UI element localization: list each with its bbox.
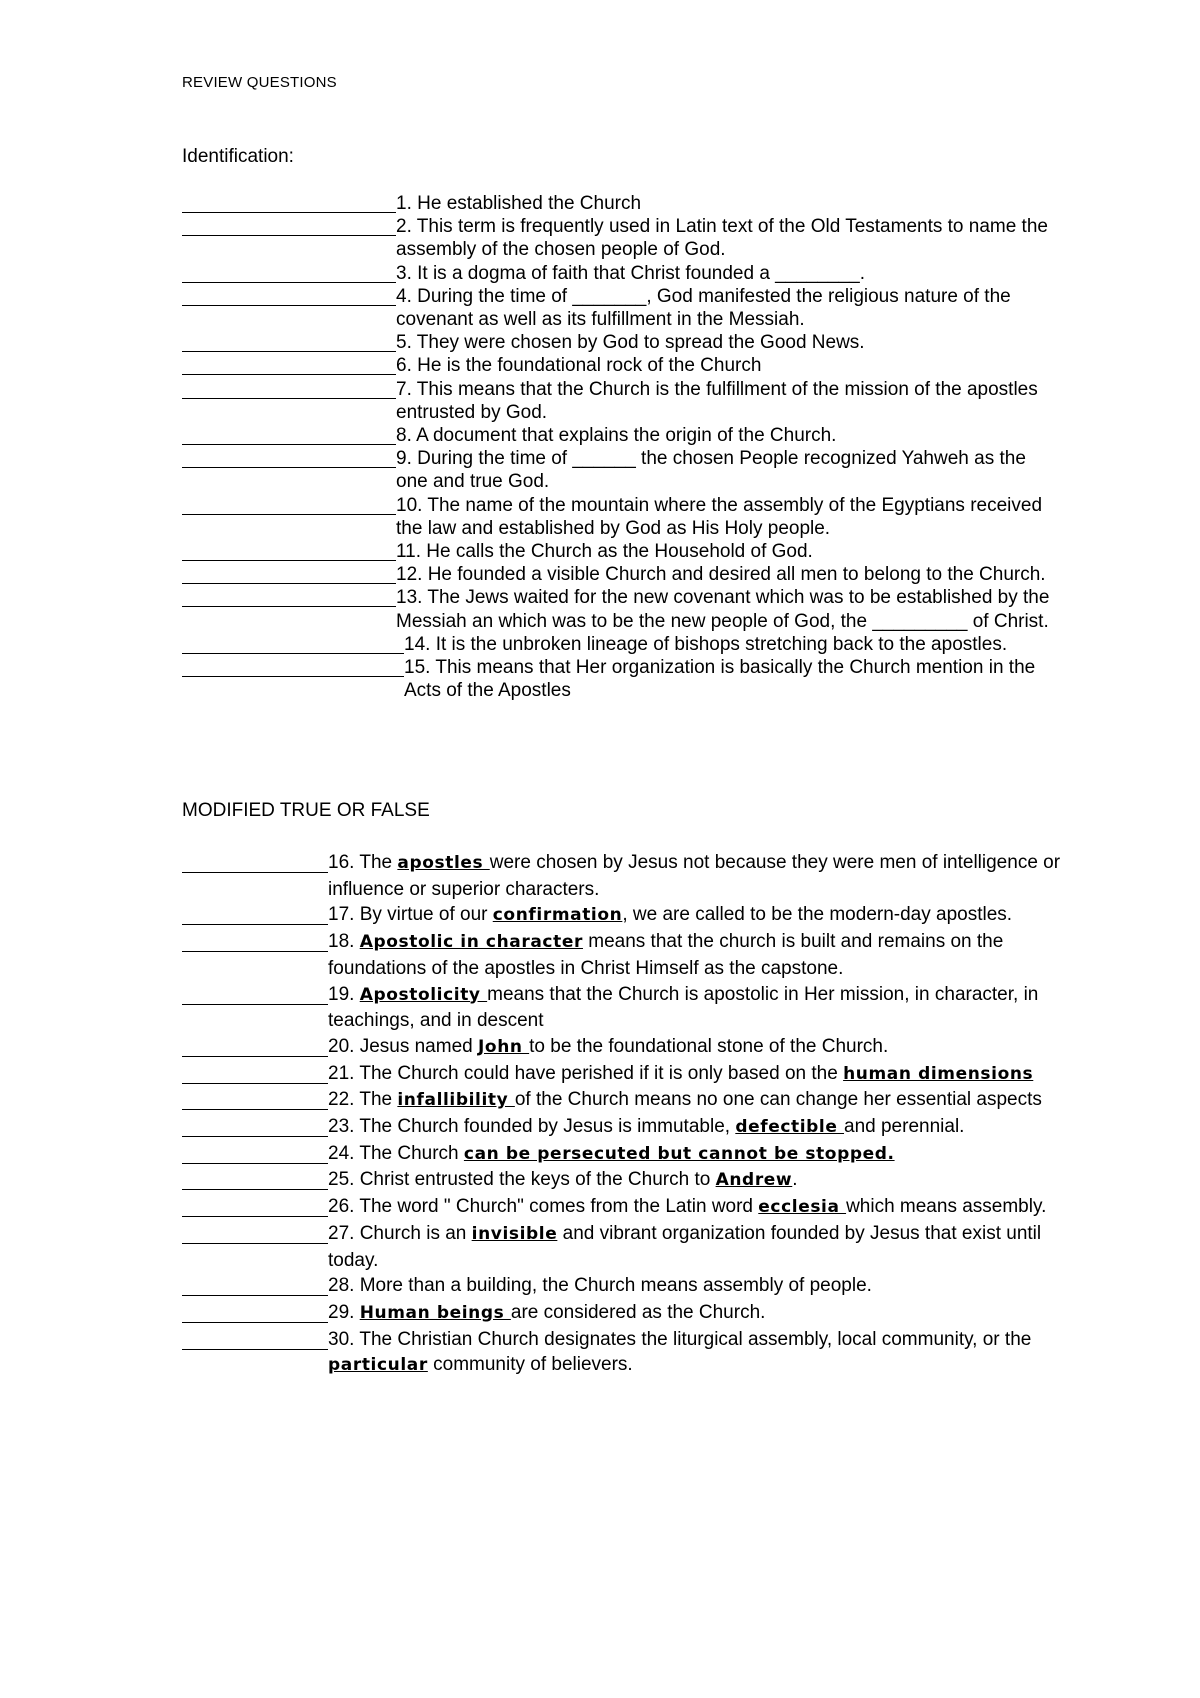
tf-item	[182, 1167, 1062, 1194]
answer-blank[interactable]	[182, 1221, 328, 1244]
question-text: 7. This means that the Church is the fulfillment of the mission of the apostles entrusted by God.	[396, 378, 1038, 423]
identification-item	[182, 285, 1062, 331]
answer-blank[interactable]	[182, 1167, 328, 1190]
answer-blank[interactable]	[182, 1114, 328, 1137]
answer-blank[interactable]	[182, 929, 328, 952]
answer-blank[interactable]	[182, 215, 396, 236]
identification-item	[182, 215, 1062, 261]
question-text: 24. The Church	[328, 1142, 464, 1164]
question-text: and perennial.	[844, 1116, 965, 1138]
tf-item	[182, 1194, 1062, 1221]
question-text: , we are called to be the modern-day apostles.	[622, 904, 1013, 926]
underlined-term: ecclesia	[758, 1197, 847, 1218]
identification-heading: Identification:	[182, 146, 294, 167]
question-text: were chosen by Jesus not because they were men of intelligence or influence or superior characters.	[328, 852, 1061, 900]
tf-item	[182, 1114, 1062, 1141]
question-text: 6. He is the foundational rock of the Church	[396, 355, 762, 377]
answer-blank[interactable]	[182, 1061, 328, 1084]
underlined-term: invisible	[471, 1223, 558, 1244]
identification-item	[182, 331, 1062, 354]
answer-blank[interactable]	[182, 1034, 328, 1057]
identification-item	[182, 656, 1062, 702]
question-text: 13. The Jews waited for the new covenant which was to be established by the Messiah an which was to be the new people of God, the _________ of Christ.	[396, 587, 1050, 632]
question-text: 22. The	[328, 1089, 398, 1111]
question-text: 17. By virtue of our	[328, 904, 493, 926]
answer-blank[interactable]	[182, 1273, 328, 1296]
question-text: 27. Church is an	[328, 1222, 472, 1244]
answer-blank[interactable]	[182, 586, 396, 607]
question-text: 14. It is the unbroken lineage of bishops stretching back to the apostles.	[404, 633, 1008, 655]
tf-item	[182, 1300, 1062, 1327]
question-text: 19.	[328, 983, 360, 1005]
identification-item	[182, 262, 1062, 285]
identification-item	[182, 494, 1062, 540]
question-text: are considered as the Church.	[510, 1301, 766, 1323]
identification-item	[182, 354, 1062, 377]
question-text: 12. He founded a visible Church and desired all men to belong to the Church.	[396, 564, 1046, 586]
modified-true-false-list	[182, 850, 1062, 1379]
answer-blank[interactable]	[182, 354, 396, 375]
question-text: 21. The Church could have perished if it is only based on the	[328, 1062, 844, 1084]
question-text: 18.	[328, 931, 360, 953]
underlined-term: Apostolicity	[359, 984, 488, 1005]
answer-blank[interactable]	[182, 850, 328, 873]
tf-item	[182, 929, 1062, 981]
tf-item	[182, 1141, 1062, 1168]
underlined-term: Andrew	[715, 1170, 793, 1191]
question-text: 11. He calls the Church as the Household of God.	[396, 541, 813, 563]
answer-blank[interactable]	[182, 285, 396, 306]
identification-item	[182, 424, 1062, 447]
identification-item	[182, 540, 1062, 563]
question-text: 29.	[328, 1301, 360, 1323]
answer-blank[interactable]	[182, 1194, 328, 1217]
question-text: 2. This term is frequently used in Latin text of the Old Testaments to name the assembly of the chosen people of God.	[396, 216, 1048, 261]
question-text: 25. Christ entrusted the keys of the Church to	[328, 1169, 716, 1191]
tf-item	[182, 850, 1062, 902]
question-text: means that the Church is apostolic in Her mission, in character, in teachings, and in descent	[328, 983, 1039, 1032]
question-text: 20. Jesus named	[328, 1035, 478, 1057]
answer-blank[interactable]	[182, 1300, 328, 1323]
answer-blank[interactable]	[182, 563, 396, 584]
tf-item	[182, 1327, 1062, 1379]
underlined-term: infallibility	[397, 1090, 515, 1111]
question-text: 15. This means that Her organization is basically the Church mention in the Acts of the Apostles	[404, 657, 1036, 702]
underlined-term: Human beings	[359, 1302, 511, 1323]
answer-blank[interactable]	[182, 633, 404, 654]
tf-item	[182, 902, 1062, 929]
answer-blank[interactable]	[182, 262, 396, 283]
question-text: 16. The	[328, 852, 398, 873]
identification-list	[182, 192, 1062, 702]
identification-item	[182, 563, 1062, 586]
answer-blank[interactable]	[182, 982, 328, 1005]
underlined-term: can be persecuted but cannot be stopped.	[463, 1143, 895, 1164]
question-text: 23. The Church founded by Jesus is immutable,	[328, 1116, 736, 1138]
question-text: and vibrant organization founded by Jesus that exist until today.	[328, 1222, 1042, 1271]
answer-blank[interactable]	[182, 540, 396, 561]
underlined-term: confirmation	[492, 905, 623, 926]
answer-blank[interactable]	[182, 494, 396, 515]
underlined-term: human dimensions	[843, 1063, 1034, 1084]
question-text: community of believers.	[427, 1354, 633, 1376]
question-text: which means assembly.	[846, 1196, 1047, 1218]
underlined-term: apostles	[397, 853, 490, 873]
underlined-term: John	[477, 1036, 530, 1057]
identification-item	[182, 378, 1062, 424]
question-text: to be the foundational stone of the Church.	[529, 1035, 889, 1057]
question-text: 4. During the time of _______, God manifested the religious nature of the covenant as well as its fulfillment in the Messiah.	[396, 285, 1011, 331]
tf-item	[182, 982, 1062, 1034]
answer-blank[interactable]	[182, 424, 396, 445]
tf-item	[182, 1221, 1062, 1273]
tf-item	[182, 1087, 1062, 1114]
answer-blank[interactable]	[182, 192, 396, 213]
answer-blank[interactable]	[182, 902, 328, 925]
question-text: of the Church means no one can change her essential aspects	[514, 1089, 1042, 1111]
underlined-term: Apostolic in character	[359, 932, 583, 953]
question-text: 28. More than a building, the Church means assembly of people.	[328, 1275, 872, 1297]
underlined-term: particular	[328, 1355, 428, 1376]
answer-blank[interactable]	[182, 331, 396, 352]
identification-item	[182, 192, 1062, 215]
page-header: REVIEW QUESTIONS	[182, 74, 337, 91]
underlined-term: defectible	[735, 1117, 845, 1138]
question-text: 3. It is a dogma of faith that Christ founded a ________.	[396, 262, 865, 284]
tf-item	[182, 1034, 1062, 1061]
question-text: 10. The name of the mountain where the assembly of the Egyptians received the law and established by God as His Holy people.	[396, 494, 1043, 539]
answer-blank[interactable]	[182, 378, 396, 399]
tf-item	[182, 1273, 1062, 1300]
answer-blank[interactable]	[182, 656, 404, 677]
tf-item	[182, 1061, 1062, 1088]
question-text: .	[792, 1169, 798, 1191]
question-text: means that the church is built and remains on the foundations of the apostles in Christ Himself as the capstone.	[328, 931, 1004, 979]
question-text: 9. During the time of ______ the chosen People recognized Yahweh as the one and true God.	[396, 448, 1026, 493]
answer-blank[interactable]	[182, 1087, 328, 1110]
answer-blank[interactable]	[182, 447, 396, 468]
answer-blank[interactable]	[182, 1141, 328, 1164]
identification-item	[182, 633, 1062, 656]
question-text: 30. The Christian Church designates the liturgical assembly, local community, or the	[328, 1328, 1032, 1350]
question-text: 1. He established the Church	[396, 193, 642, 214]
modified-true-false-heading: MODIFIED TRUE OR FALSE	[182, 800, 430, 821]
identification-item	[182, 447, 1062, 493]
answer-blank[interactable]	[182, 1327, 328, 1350]
question-text: 26. The word " Church" comes from the Latin word	[328, 1196, 759, 1218]
question-text: 8. A document that explains the origin of the Church.	[396, 425, 837, 447]
question-text: 5. They were chosen by God to spread the Good News.	[396, 332, 865, 354]
identification-item	[182, 586, 1062, 632]
